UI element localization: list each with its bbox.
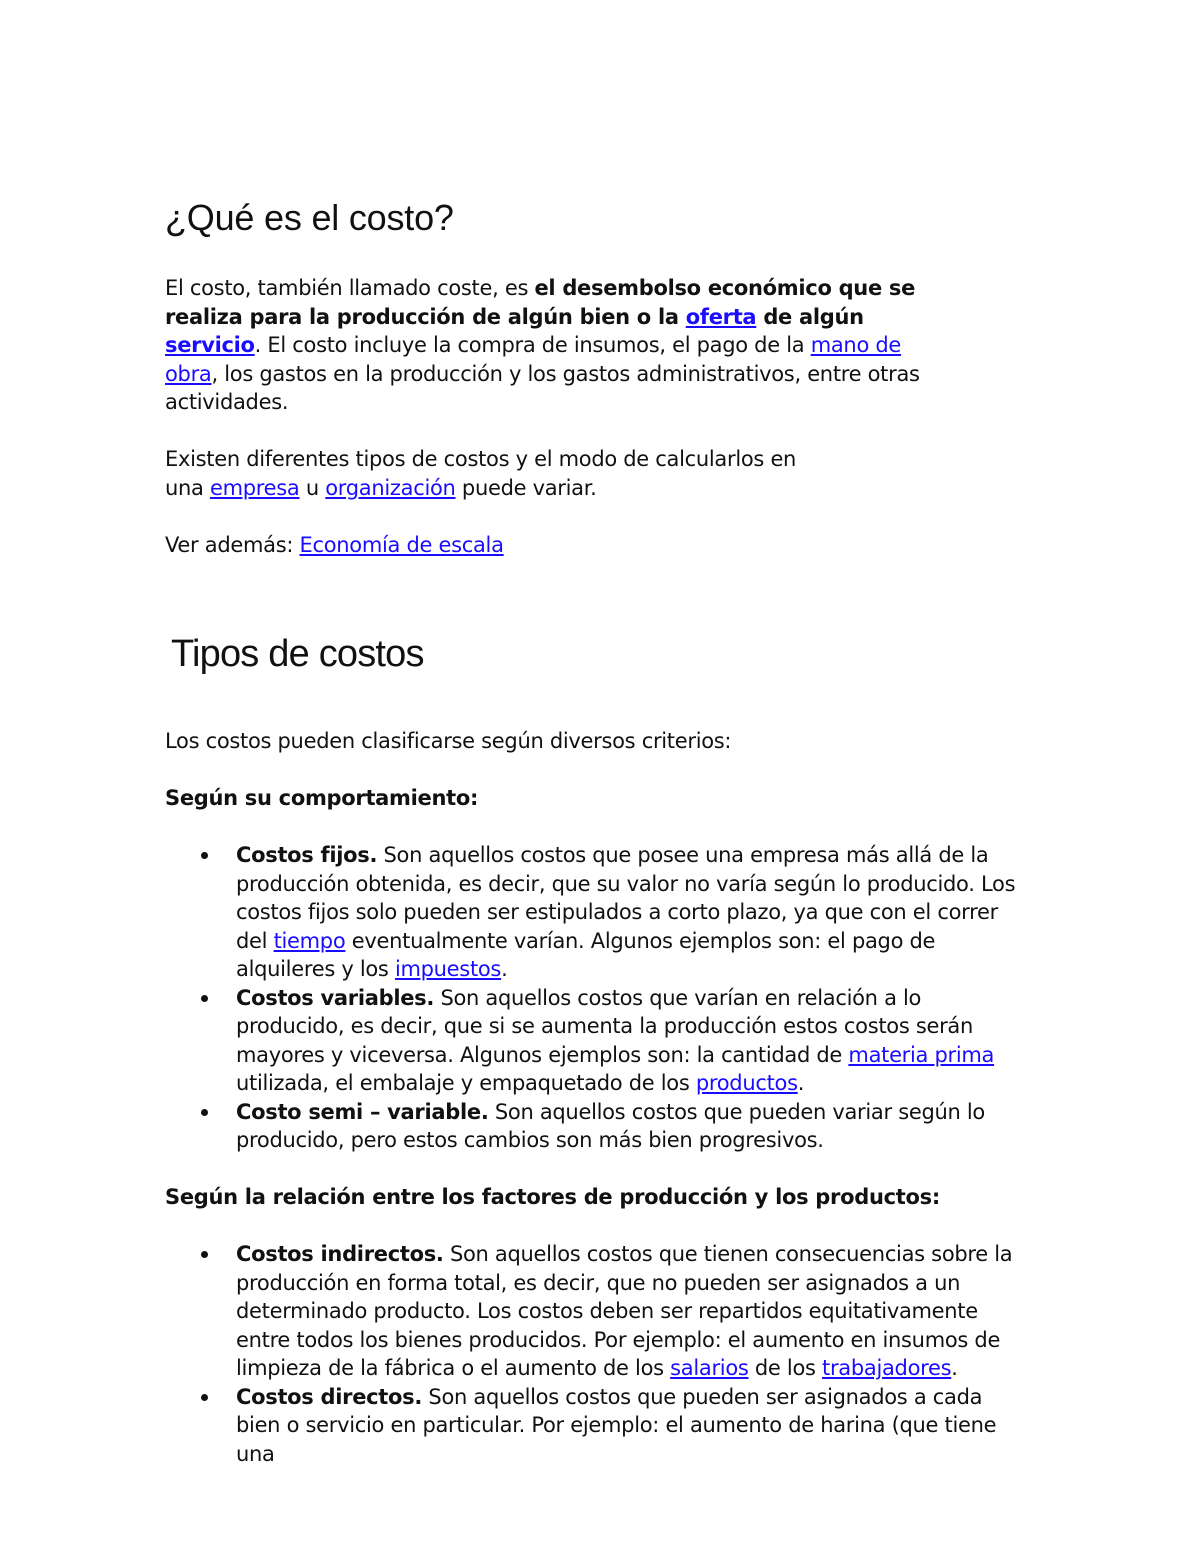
text: Existen diferentes tipos de costos y el modo de calcularlos en una — [165, 447, 797, 500]
text: . El costo incluye la compra de insumos, el pago de la — [254, 333, 811, 357]
paragraph-definicion — [165, 274, 955, 417]
list-item-costos-variables: Costos variables. Son aquellos costos que varían en relación a lo producido, es decir, que si se aumenta la producción estos costos serán mayores y viceversa. Algunos ejemplos son: la cantidad de materia prima utilizada, el embalaje y empaquetado de los productos. — [236, 984, 1026, 1098]
link-impuestos[interactable]: impuestos — [394, 957, 502, 981]
link-productos[interactable]: productos — [695, 1071, 798, 1095]
item-label: Costos variables. — [236, 985, 435, 1010]
link-mano-de-obra[interactable]: mano de obra — [165, 333, 902, 386]
link-tiempo[interactable]: tiempo — [273, 928, 346, 953]
text: , los gastos en la producción y los gastos administrativos, entre otras actividades. — [165, 361, 920, 414]
link-organizacion[interactable]: organización — [325, 475, 456, 500]
list-item-costos-directos: Costos directos. Son aquellos costos que pueden ser asignados a cada bien o servicio en particular. Por ejemplo: el aumento de harina (que tiene una — [236, 1383, 1026, 1469]
item-label: Costos fijos. — [236, 843, 378, 867]
list-item-costo-semi-variable: Costo semi – variable. Son aquellos costos que pueden variar según lo producido, pero estos cambios son más bien progresivos. — [236, 1098, 1026, 1155]
link-trabajadores[interactable]: trabajadores — [822, 1356, 952, 1380]
list-item-costos-indirectos: Costos indirectos. Son aquellos costos que tienen consecuencias sobre la producción en forma total, es decir, que no pueden ser asignados a un determinado producto. Los costos deben ser repartidos equitativamente entre todos los bienes producidos. Por ejemplo: el aumento en insumos de limpieza de la fábrica o el aumento de los salarios de los trabajadores. — [236, 1240, 1026, 1383]
paragraph-intro: Los costos pueden clasificarse según diversos criterios: — [165, 729, 732, 753]
paragraph-tipos — [165, 445, 805, 502]
subheading-comportamiento: Según su comportamiento: — [165, 786, 479, 810]
link-servicio[interactable]: servicio — [165, 333, 255, 357]
link-materia-prima[interactable]: materia prima — [848, 1042, 995, 1067]
bold-definition: el desembolso económico que se realiza para la producción de algún bien o la oferta de algún servicio — [165, 276, 916, 357]
link-empresa[interactable]: empresa — [209, 475, 300, 500]
text: El costo, también llamado coste, es — [165, 276, 535, 300]
list-item-costos-fijos: Costos fijos. Son aquellos costos que posee una empresa más allá de la producción obtenida, es decir, que su valor no varía según lo producido. Los costos fijos solo pueden ser estipulados a corto plazo, ya que con el correr del tiempo eventualmente varían. Algunos ejemplos son: el pago de alquileres y los impuestos. — [236, 841, 1026, 984]
link-oferta[interactable]: oferta — [685, 304, 757, 329]
document-content — [165, 196, 1065, 1497]
link-salarios[interactable]: salarios — [670, 1356, 749, 1380]
text: puede variar. — [455, 475, 597, 500]
heading-tipos-de-costos: Tipos de costos — [171, 633, 424, 675]
paragraph-ver-ademas — [165, 531, 1065, 560]
text: u — [299, 475, 326, 500]
link-economia-de-escala[interactable]: Economía de escala — [299, 532, 504, 557]
subheading-relacion-factores: Según la relación entre los factores de producción y los productos: — [165, 1185, 940, 1209]
list-relacion-factores — [165, 1240, 1026, 1468]
item-label: Costos directos. — [236, 1384, 423, 1409]
text: Ver además: — [165, 532, 300, 557]
item-label: Costo semi – variable. — [236, 1099, 489, 1124]
heading-que-es-el-costo: ¿Qué es el costo? — [165, 197, 454, 238]
item-label: Costos indirectos. — [236, 1242, 444, 1266]
list-comportamiento — [165, 841, 1026, 1155]
